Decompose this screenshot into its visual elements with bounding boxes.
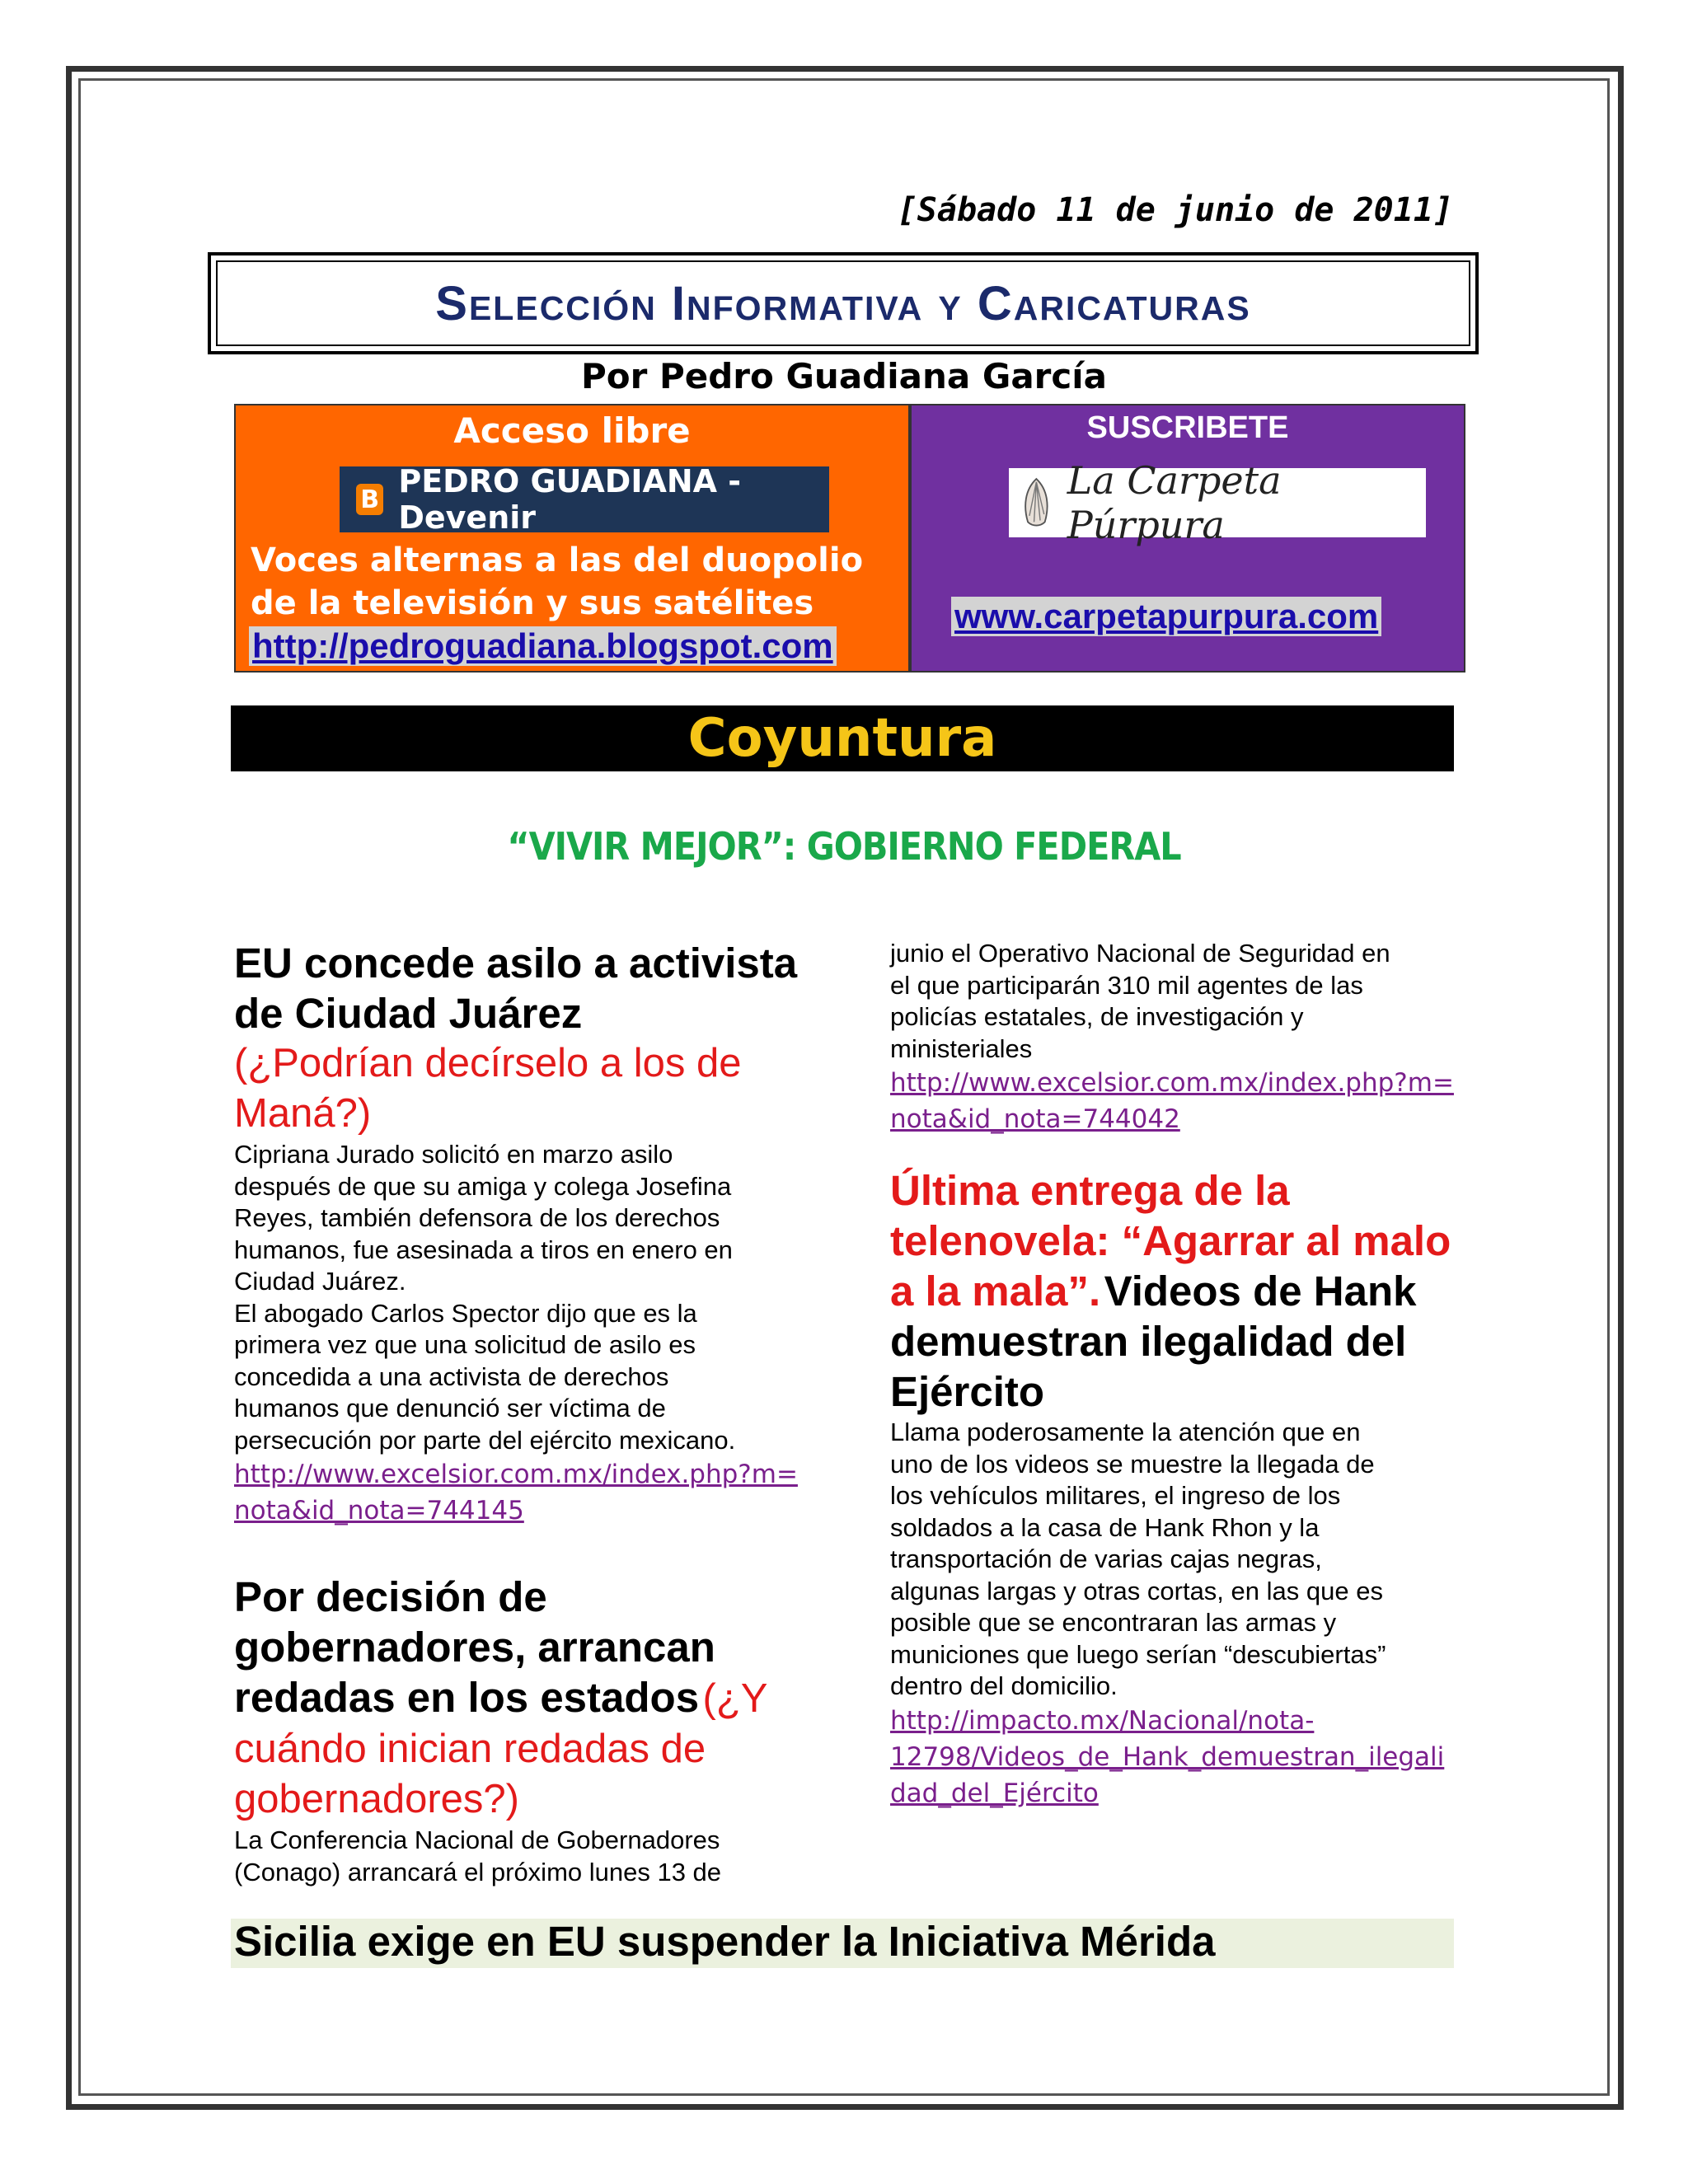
section-subheading: “VIVIR MEJOR”: GOBIERNO FEDERAL: [507, 824, 1181, 869]
body-line: El abogado Carlos Spector dijo que es la: [234, 1298, 697, 1328]
article-2-body: [234, 1825, 811, 1888]
article-2-link[interactable]: [890, 1065, 1467, 1137]
body-line: el que participarán 310 mil agentes de las: [890, 970, 1363, 1000]
article-3-body: [890, 1417, 1467, 1703]
body-line: Reyes, también defensora de los derechos: [234, 1203, 720, 1232]
article-3-headline-block: [890, 1165, 1467, 1417]
blogger-badge[interactable]: [340, 463, 829, 536]
carpeta-purpura-logo[interactable]: [1009, 458, 1426, 547]
carpeta-logo-text: La Carpeta Púrpura: [1067, 458, 1282, 547]
article-2-comment: (¿Y cuándo inician redadas de gobernadores?): [234, 1676, 767, 1821]
body-line: Llama poderosamente la atención que en: [890, 1418, 1361, 1446]
body-line: persecución por parte del ejército mexicano.: [234, 1425, 736, 1455]
body-line: concedida a una activista de derechos: [234, 1361, 669, 1391]
bottom-headline: Sicilia exige en EU suspender la Iniciativa Mérida: [234, 1918, 1216, 1965]
masthead-box: [208, 252, 1479, 354]
section-bar: [231, 705, 1454, 771]
body-line: primera vez que una solicitud de asilo es: [234, 1330, 696, 1359]
column-left: [234, 938, 811, 1888]
link-line[interactable]: http://www.excelsior.com.mx/index.php?m=: [890, 1068, 1454, 1098]
article-2-headline: Por decisión de gobernadores, arrancan redadas en los estados: [234, 1573, 715, 1721]
body-line: algunas largas y otras cortas, en las que es: [890, 1576, 1383, 1605]
body-line: (Conago) arrancará el próximo lunes 13 de: [234, 1857, 722, 1886]
article-3-headline-red: Última entrega de la telenovela: “Agarrar al malo a la mala”.: [890, 1167, 1451, 1315]
promo-free-access-heading: Acceso libre: [453, 410, 691, 451]
body-line: policías estatales, de investigación y: [890, 1002, 1304, 1031]
body-line: humanos, fue asesinada a tiros en enero en: [234, 1235, 733, 1264]
article-3-link[interactable]: [890, 1703, 1467, 1811]
promo-subscribe: [910, 404, 1465, 673]
article-2-headline-block: [234, 1572, 811, 1825]
link-line[interactable]: http://impacto.mx/Nacional/nota-: [890, 1705, 1315, 1736]
article-1-link[interactable]: [234, 1456, 811, 1529]
link-line[interactable]: http://www.excelsior.com.mx/index.php?m=: [234, 1460, 798, 1489]
body-line: ministeriales: [890, 1033, 1033, 1063]
link-line[interactable]: 12798/Videos_de_Hank_demuestran_ilegali: [890, 1741, 1445, 1772]
article-2-continuation: [890, 938, 1467, 1065]
link-line[interactable]: dad_del_Ejército: [890, 1778, 1099, 1808]
body-line: después de que su amiga y colega Josefina: [234, 1171, 732, 1201]
promo-tagline: Voces alternas a las del duopolio de la televisión y sus satélites: [251, 541, 864, 622]
article-3-headline-black: Videos de Hank demuestran ilegalidad del Ejército: [890, 1268, 1417, 1415]
body-line: posible que se encontraran las armas y: [890, 1608, 1337, 1637]
body-line: los vehículos militares, el ingreso de los: [890, 1481, 1341, 1510]
shell-icon: [1017, 474, 1056, 532]
body-line: Ciudad Juárez.: [234, 1267, 406, 1296]
spacer: [890, 1137, 1467, 1165]
blog-link[interactable]: http://pedroguadiana.blogspot.com: [249, 626, 837, 666]
body-line: municiones que luego serían “descubiertas”: [890, 1639, 1386, 1669]
byline: Por Pedro Guadiana García: [580, 356, 1108, 396]
promo-free-access: [234, 404, 910, 673]
link-line[interactable]: nota&id_nota=744145: [234, 1496, 524, 1526]
body-line: uno de los videos se muestre la llegada de: [890, 1449, 1375, 1479]
spacer: [234, 1529, 811, 1572]
promo-subscribe-heading: SUSCRIBETE: [1086, 410, 1289, 445]
issue-date: [Sábado 11 de junio de 2011]: [897, 191, 1453, 229]
blogger-badge-label: PEDRO GUADIANA - Devenir: [398, 463, 742, 536]
body-line: humanos que denunció ser víctima de: [234, 1394, 666, 1422]
body-line: La Conferencia Nacional de Gobernadores: [234, 1825, 720, 1854]
column-right: [890, 938, 1467, 1811]
body-line: junio el Operativo Nacional de Seguridad en: [890, 939, 1390, 968]
carpeta-link[interactable]: www.carpetapurpura.com: [951, 597, 1381, 636]
body-line: transportación de varias cajas negras,: [890, 1544, 1322, 1573]
section-bar-title: Coyuntura: [687, 708, 997, 769]
article-1-comment: (¿Podrían decírselo a los de Maná?): [234, 1041, 742, 1136]
body-line: Cipriana Jurado solicitó en marzo asilo: [234, 1140, 673, 1169]
blogger-icon: B: [356, 484, 383, 515]
body-line: soldados a la casa de Hank Rhon y la: [890, 1512, 1320, 1542]
article-1-headline: EU concede asilo a activista de Ciudad Juárez: [234, 940, 798, 1037]
link-line[interactable]: nota&id_nota=744042: [890, 1104, 1180, 1134]
body-line: dentro del domicilio.: [890, 1671, 1118, 1700]
masthead-inner: [216, 260, 1470, 346]
masthead-title: Selección Informativa y Caricaturas: [435, 276, 1251, 330]
article-1-body: [234, 1139, 811, 1456]
